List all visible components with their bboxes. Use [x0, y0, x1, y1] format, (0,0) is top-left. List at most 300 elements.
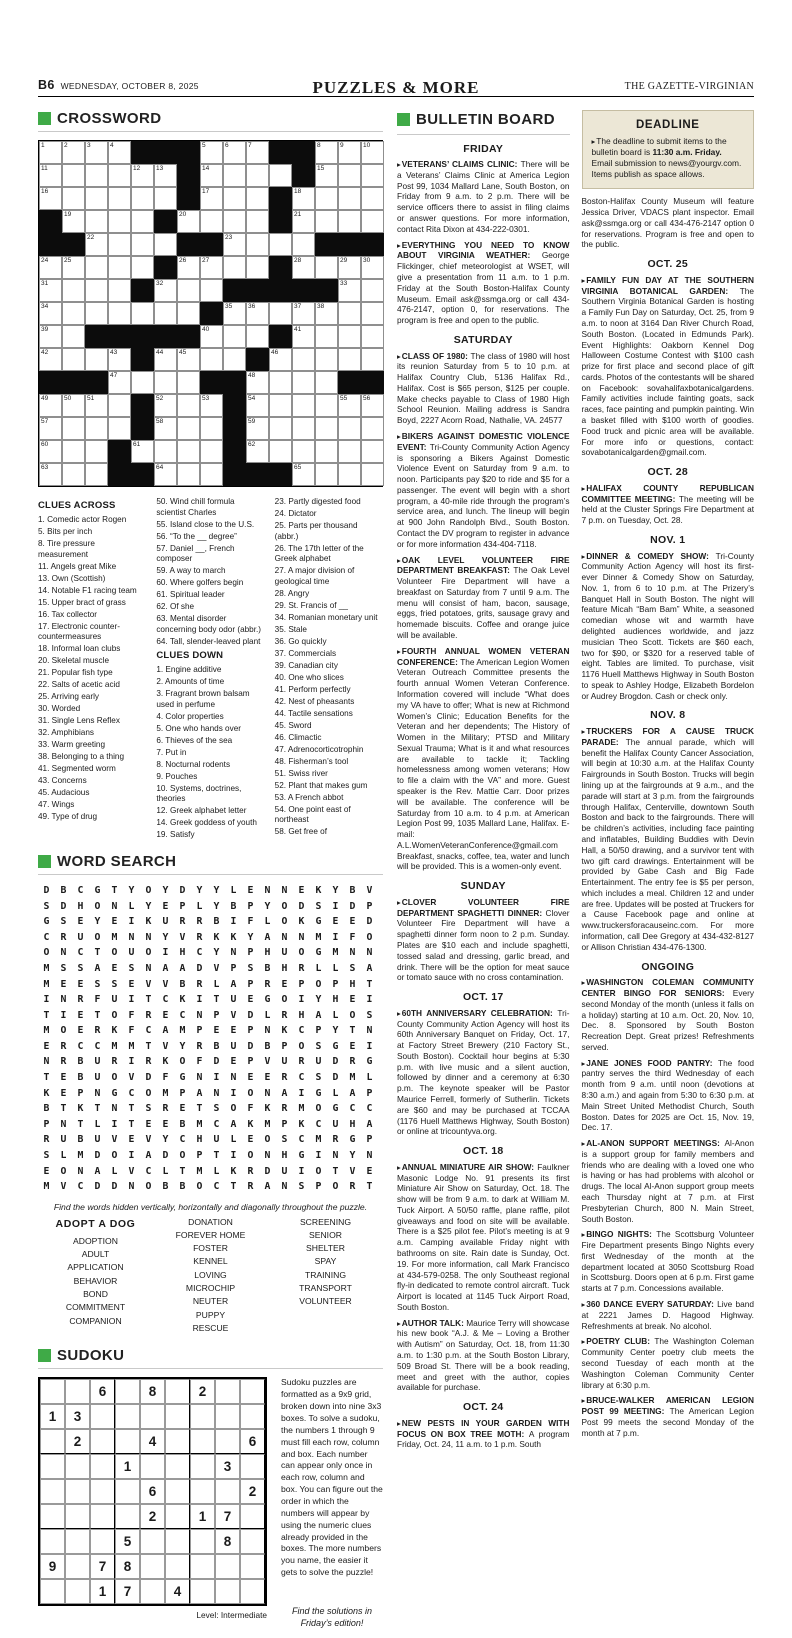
crossword-cell [85, 279, 108, 302]
sudoku-empty-cell [215, 1579, 240, 1604]
crossword-cell-number: 6 [225, 142, 229, 149]
crossword-black-cell [131, 417, 154, 440]
wordsearch-letter: C [128, 1087, 135, 1099]
section-accent-square-icon [38, 1349, 51, 1362]
wordsearch-letter: P [247, 900, 254, 912]
crossword-cell [85, 187, 108, 210]
clue: 30. Worded [38, 704, 81, 714]
wordsearch-letter: M [196, 1165, 203, 1177]
sudoku-empty-cell [40, 1454, 65, 1479]
crossword-cell [315, 141, 338, 164]
crossword-cell-number: 5 [202, 142, 206, 149]
wordsearch-letter: E [77, 1009, 84, 1021]
crossword-cell [85, 417, 108, 440]
crossword-cell [154, 440, 177, 463]
wordsearch-letter: O [366, 931, 373, 943]
crossword-cell [85, 141, 108, 164]
bulletin-item: ▸WASHINGTON COLEMAN COMMUNITY CENTER BINGO FOR SENIORS: Every second Monday of the month (unless it falls on a holiday) starting at 10 a.m. Oct. 20, Nov. 10, Dec. 8. Sponsored by South Boston Recreation Dept. Great prizes! Refreshments served. [581, 977, 754, 1052]
wordsearch-letter: P [196, 1025, 203, 1037]
wordsearch-letter: I [230, 1087, 237, 1099]
wordsearch-letter: E [179, 1103, 186, 1115]
crossword-cell [177, 394, 200, 417]
wordsearch-letter: U [332, 1118, 339, 1130]
crossword-cell [315, 371, 338, 394]
word-list-item: RESCUE [192, 1323, 229, 1334]
wordsearch-letter: Y [213, 947, 220, 959]
wordsearch-letter: U [315, 1056, 322, 1068]
wordsearch-letter: N [128, 1181, 135, 1193]
wordsearch-letter: S [349, 962, 356, 974]
wordsearch-letter: R [298, 1056, 305, 1068]
wordsearch-letter: P [247, 1056, 254, 1068]
wordsearch-letter: N [281, 884, 288, 896]
wordsearch-letter: L [230, 884, 237, 896]
wordsearch-letter: P [43, 1118, 50, 1130]
wordsearch-letter: D [162, 1150, 169, 1162]
word-search-theme-title: ADOPT A DOG [55, 1217, 136, 1230]
bulletin-item: ▸BINGO NIGHTS: The Scottsburg Volunteer Fire Department presents Bingo Nights every first Wednesday of the month at the department located at 3050 Scottsburg Road in Scottsburg. Doors open at 6 p.m. First game starts at 7 p.m. Concessions available. [581, 1229, 754, 1294]
wordsearch-letter: F [349, 931, 356, 943]
wordsearch-letter: D [43, 884, 50, 896]
wordsearch-letter: B [230, 900, 237, 912]
wordsearch-letter: R [349, 1181, 356, 1193]
word-list-item: TRAINING [304, 1269, 347, 1280]
crossword-black-cell [269, 210, 292, 233]
wordsearch-letter: V [230, 1009, 237, 1021]
crossword-cell [62, 279, 85, 302]
crossword-cell [338, 279, 361, 302]
clue: 47. Wings [38, 800, 75, 810]
wordsearch-letter: Y [349, 1150, 356, 1162]
crossword-cell [246, 371, 269, 394]
clue: 43. Concerns [38, 776, 87, 786]
crossword-cell [361, 394, 384, 417]
wordsearch-letter: O [111, 1150, 118, 1162]
crossword-cell [62, 417, 85, 440]
clue: 59. A way to march [156, 566, 226, 575]
crossword-cell [315, 325, 338, 348]
crossword-black-cell [85, 325, 108, 348]
sudoku-given-cell: 2 [65, 1429, 90, 1454]
bullet-arrow-icon: ▸ [397, 555, 401, 565]
crossword-cell [361, 164, 384, 187]
bulletin-section-heading: OCT. 28 [647, 466, 689, 479]
wordsearch-letter: E [349, 916, 356, 928]
wordsearch-letter: O [145, 884, 152, 896]
sudoku-body [38, 1377, 383, 1629]
wordsearch-letter: G [332, 1103, 339, 1115]
crossword-cell [200, 463, 223, 486]
wordsearch-letter: C [94, 1040, 101, 1052]
sudoku-empty-cell [240, 1529, 265, 1554]
crossword-black-cell [62, 371, 85, 394]
wordsearch-letter: S [281, 1134, 288, 1146]
crossword-cell-number: 47 [110, 372, 118, 379]
crossword-cell [269, 440, 292, 463]
publication-name: THE GAZETTE-VIRGINIAN [624, 81, 754, 92]
wordsearch-letter: T [366, 1181, 373, 1193]
wordsearch-letter: D [247, 1009, 254, 1021]
wordsearch-letter: A [162, 962, 169, 974]
crossword-cell [39, 141, 62, 164]
crossword-black-cell [223, 440, 246, 463]
wordsearch-letter: E [77, 978, 84, 990]
sudoku-empty-cell [65, 1554, 90, 1579]
clue: 36. Go quickly [274, 636, 327, 646]
crossword-black-cell [154, 325, 177, 348]
page-number: B6 [38, 78, 55, 92]
wordsearch-letter: T [94, 1103, 101, 1115]
clue: 31. Single Lens Reflex [38, 716, 120, 726]
sudoku-instructions-block [281, 1377, 383, 1629]
wordsearch-letter: C [298, 1025, 305, 1037]
wordsearch-letter: O [315, 978, 322, 990]
wordsearch-letter: E [281, 978, 288, 990]
wordsearch-letter: K [264, 1103, 271, 1115]
sudoku-empty-cell [140, 1579, 165, 1604]
crossword-cell [292, 463, 315, 486]
sudoku-given-cell: 2 [190, 1379, 215, 1404]
wordsearch-letter: S [315, 1072, 322, 1084]
clue: 23. Partly digested food [274, 497, 361, 506]
crossword-cell-number: 57 [41, 418, 49, 425]
wordsearch-letter: T [94, 1009, 101, 1021]
clue: 41. Segmented worm [38, 764, 116, 774]
wordsearch-letter: P [366, 900, 373, 912]
word-list-item: FOSTER [193, 1243, 228, 1254]
crossword-cell [338, 256, 361, 279]
wordsearch-letter: B [213, 916, 220, 928]
clue: 64. Tall, slender-leaved plant [156, 636, 261, 646]
wordsearch-letter: M [315, 931, 322, 943]
wordsearch-letter: O [230, 1103, 237, 1115]
crossword-cell-number: 65 [294, 464, 302, 471]
bullet-arrow-icon: ▸ [397, 1318, 401, 1328]
wordsearch-letter: N [60, 1118, 67, 1130]
crossword-cell-number: 10 [363, 142, 371, 149]
clue: 58. Get free of [274, 827, 327, 836]
wordsearch-letter: N [196, 1072, 203, 1084]
sudoku-empty-cell [165, 1479, 190, 1504]
crossword-cell [223, 256, 246, 279]
wordsearch-letter: V [179, 931, 186, 943]
crossword-cell [62, 348, 85, 371]
crossword-cell [361, 210, 384, 233]
wordsearch-letter: U [60, 1134, 67, 1146]
crossword-cell [177, 256, 200, 279]
sudoku-empty-cell [240, 1404, 265, 1429]
wordsearch-letter: S [43, 900, 50, 912]
sudoku-empty-cell [165, 1529, 190, 1554]
bulletin-item-title: FOURTH ANNUAL WOMEN VETERAN CONFERENCE: [397, 645, 570, 667]
wordsearch-letter: Y [213, 900, 220, 912]
crossword-cell-number: 26 [179, 257, 187, 264]
crossword-cell-number: 13 [156, 165, 164, 172]
bullet-arrow-icon: ▸ [397, 240, 401, 250]
clue: 22. Salts of acetic acid [38, 680, 120, 690]
crossword-cell [200, 187, 223, 210]
word-list-item: SHELTER [306, 1243, 345, 1254]
crossword-black-cell [338, 371, 361, 394]
wordsearch-letter: N [128, 931, 135, 943]
crossword-cell-number: 15 [317, 165, 325, 172]
crossword-cell [338, 417, 361, 440]
clue: 50. Wind chill formula scientist Charles [156, 497, 235, 517]
crossword-cell [338, 440, 361, 463]
wordsearch-letter: B [43, 1103, 50, 1115]
clue: 26. The 17th letter of the Greek alphabet [274, 543, 364, 563]
wordsearch-letter: T [60, 1103, 67, 1115]
wordsearch-letter: K [281, 1025, 288, 1037]
wordsearch-letter: U [281, 1165, 288, 1177]
crossword-cell [39, 348, 62, 371]
wordsearch-letter: E [60, 978, 67, 990]
wordsearch-letter: F [162, 1072, 169, 1084]
crossword-cell-number: 2 [64, 142, 68, 149]
bullet-arrow-icon: ▸ [581, 1337, 586, 1347]
wordsearch-letter: N [281, 931, 288, 943]
sudoku-given-cell: 7 [215, 1504, 240, 1529]
bulletin-section-heading: OCT. 18 [462, 1145, 504, 1158]
clue: 5. Bits per inch [38, 527, 93, 537]
sudoku-empty-cell [215, 1479, 240, 1504]
crossword-cell-number: 49 [41, 395, 49, 402]
bullet-arrow-icon: ▸ [581, 1396, 586, 1406]
wordsearch-letter: V [213, 962, 220, 974]
page-content [38, 110, 754, 1630]
wordsearch-letter: C [196, 947, 203, 959]
crossword-black-cell [131, 348, 154, 371]
sudoku-empty-cell [190, 1554, 215, 1579]
wordsearch-letter: M [264, 1118, 271, 1130]
sudoku-empty-cell [215, 1554, 240, 1579]
wordsearch-letter: H [281, 962, 288, 974]
wordsearch-letter: E [230, 1056, 237, 1068]
crossword-cell [85, 348, 108, 371]
crossword-cell [269, 371, 292, 394]
clue: 20. Skeletal muscle [38, 656, 109, 666]
crossword-cell-number: 45 [179, 349, 187, 356]
wordsearch-letter: R [60, 1040, 67, 1052]
clue: 45. Sword [274, 720, 312, 730]
bulletin-item-title: ANNUAL MINIATURE AIR SHOW: [401, 1161, 538, 1172]
sudoku-empty-cell [190, 1579, 215, 1604]
wordsearch-letter: D [145, 1072, 152, 1084]
bullet-arrow-icon: ▸ [397, 1418, 401, 1428]
wordsearch-letter: K [247, 1118, 254, 1130]
wordsearch-letter: E [60, 1072, 67, 1084]
crossword-cell [223, 325, 246, 348]
wordsearch-letter: C [298, 1134, 305, 1146]
wordsearch-letter: E [247, 1134, 254, 1146]
sudoku-empty-cell [40, 1504, 65, 1529]
crossword-cell [108, 210, 131, 233]
crossword-black-cell [246, 463, 269, 486]
crossword-cell [39, 325, 62, 348]
crossword-cell [361, 141, 384, 164]
clue: 25. Arriving early [38, 692, 99, 702]
wordsearch-letter: A [281, 1087, 288, 1099]
wordsearch-letter: H [196, 1134, 203, 1146]
wordsearch-letter: L [196, 900, 203, 912]
wordsearch-letter: M [77, 1150, 84, 1162]
wordsearch-letter: I [60, 1009, 67, 1021]
sudoku-given-cell: 5 [115, 1529, 140, 1554]
crossword-cell-number: 3 [87, 142, 91, 149]
sudoku-empty-cell [40, 1429, 65, 1454]
crossword-black-cell [269, 463, 292, 486]
crossword-cell [200, 348, 223, 371]
wordsearch-letter: F [128, 1025, 135, 1037]
crossword-cell [315, 256, 338, 279]
bulletin-item-title: POETRY CLUB: [586, 1336, 655, 1347]
crossword-grid [38, 140, 383, 487]
clue: 16. Tax collector [38, 609, 98, 619]
wordsearch-letter: D [332, 1072, 339, 1084]
word-list-item: BOND [83, 1289, 108, 1300]
wordsearch-letter: V [264, 1056, 271, 1068]
sudoku-given-cell: 1 [190, 1504, 215, 1529]
wordsearch-letter: D [332, 1056, 339, 1068]
wordsearch-letter: Y [128, 884, 135, 896]
clue: 56. “To the __ degree” [156, 531, 237, 541]
sudoku-empty-cell [190, 1454, 215, 1479]
crossword-cell-number: 34 [41, 303, 49, 310]
wordsearch-letter: Y [162, 884, 169, 896]
wordsearch-letter: D [366, 916, 373, 928]
wordsearch-letter: L [128, 900, 135, 912]
clue: 19. Satisfy [156, 830, 195, 840]
clue: 4. Color properties [156, 711, 224, 721]
wordsearch-letter: U [213, 1134, 220, 1146]
wordsearch-letter: L [332, 1009, 339, 1021]
crossword-black-cell [269, 325, 292, 348]
bulletin-board-title: BULLETIN BOARD [416, 111, 555, 128]
wordsearch-letter: C [43, 931, 50, 943]
wordsearch-letter: N [196, 1009, 203, 1021]
clue: 11. Angels great Mike [38, 561, 117, 571]
crossword-cell [177, 279, 200, 302]
crossword-cell-number: 40 [202, 326, 210, 333]
wordsearch-letter: B [162, 1181, 169, 1193]
wordsearch-letter: L [366, 1072, 373, 1084]
sudoku-title: SUDOKU [57, 1347, 125, 1365]
clue: 63. Mental disorder concerning body odor (abbr.) [156, 614, 262, 634]
crossword-cell [108, 233, 131, 256]
bulletin-item-title: OAK LEVEL VOLUNTEER FIRE DEPARTMENT BREAKFAST: [397, 554, 570, 576]
wordsearch-letter: Y [196, 884, 203, 896]
wordsearch-letter: G [94, 884, 101, 896]
word-list-item: COMPANION [69, 1315, 122, 1326]
sudoku-given-cell: 1 [90, 1579, 115, 1604]
wordsearch-letter: C [349, 1103, 356, 1115]
sudoku-empty-cell [65, 1479, 90, 1504]
wordsearch-letter: E [43, 1165, 50, 1177]
crossword-cell [292, 394, 315, 417]
crossword-cell-number: 28 [294, 257, 302, 264]
bulletin-column-1 [397, 110, 570, 1455]
wordsearch-letter: K [43, 1087, 50, 1099]
wordsearch-letter: O [247, 1087, 254, 1099]
wordsearch-letter: L [213, 978, 220, 990]
wordsearch-letter: E [145, 1118, 152, 1130]
crossword-cell [269, 417, 292, 440]
crossword-cell-number: 18 [294, 188, 302, 195]
crossword-black-cell [131, 325, 154, 348]
wordsearch-letter: H [264, 947, 271, 959]
bulletin-board-header [397, 110, 570, 135]
word-list-item: SPAY [314, 1256, 337, 1267]
bulletin-item-title: AL-ANON SUPPORT MEETINGS: [586, 1138, 725, 1149]
crossword-cell [85, 394, 108, 417]
wordsearch-letter: K [298, 916, 305, 928]
crossword-black-cell [292, 141, 315, 164]
wordsearch-letter: E [247, 1072, 254, 1084]
word-search-grid [38, 883, 383, 1195]
sudoku-empty-cell [165, 1454, 190, 1479]
wordsearch-letter: I [213, 1072, 220, 1084]
wordsearch-letter: V [145, 1134, 152, 1146]
wordsearch-letter: E [230, 1025, 237, 1037]
crossword-black-cell [131, 394, 154, 417]
crossword-cell [154, 233, 177, 256]
crossword-cell [62, 256, 85, 279]
wordsearch-letter: N [264, 1087, 271, 1099]
wordsearch-letter: C [298, 1072, 305, 1084]
word-list-item: KENNEL [193, 1256, 228, 1267]
wordsearch-letter: I [128, 1150, 135, 1162]
word-list-item: COMMITMENT [65, 1302, 126, 1313]
crossword-cell [177, 210, 200, 233]
crossword-cell [269, 302, 292, 325]
wordsearch-letter: E [264, 1072, 271, 1084]
wordsearch-letter: T [94, 947, 101, 959]
wordsearch-letter: M [43, 1025, 50, 1037]
wordsearch-letter: R [247, 1165, 254, 1177]
wordsearch-letter: D [264, 1165, 271, 1177]
bulletin-item: ▸FOURTH ANNUAL WOMEN VETERAN CONFERENCE: The American Legion Women Veteran Outreach Committee presents the fourth annual Women Veteran Conference. Information covered will include “What does my VA have to offer; What is new at Richmond Women’s Clinic; Education Benefits for the Veteran and her dependents; The History of Women in the Military; PTSD and Military Sexual Trauma; What is it and what resources are available to tackle it; Tackling homelessness among women veterans; How to file a claim with the VA” and more. Guest speaker is the Rev. Mattie Carr. Door prizes will be available. The conference will be Saturday from 10 a.m. to 4 p.m. at American Legion Post 99, 1035 Mallard Lane, Halifax. E-mail: A.L.WomenVeteranConference@gmail.com Breakfast, snacks, coffee, tea, water and lunch will be provided. This is a women-only event. [397, 645, 570, 872]
crossword-cell-number: 39 [41, 326, 49, 333]
wordsearch-letter: B [179, 1181, 186, 1193]
crossword-cell [200, 417, 223, 440]
word-list-item: DONATION [188, 1216, 233, 1227]
bulletin-item: ▸DINNER & COMEDY SHOW: Tri-County Community Action Agency will host its first-ever Dinner & Comedy Show on Saturday, Nov. 1, from 6 to 10 p.m. at The Prizery’s Banquet Hall in South Boston. The night will feature Micah “Bam Bam” White, a seasoned comedian whose wit and warmth have delighted audiences worldwide, and jazz musician Theo Scott. Tickets are $60 each, two for $90, or $320 for a reserved table of eight. Tables are limited. To purchase, visit 1176 Huell Matthews Highway in South Boston to speak to Ashley Hodge, Elizabeth Bordelon or Audrey Brogdon. Cash or check only. [581, 550, 754, 701]
crossword-black-cell [39, 233, 62, 256]
sudoku-header [38, 1347, 383, 1369]
wordsearch-letter: O [315, 1103, 322, 1115]
wordsearch-letter: O [179, 1150, 186, 1162]
clue: 62. Of she [156, 602, 195, 611]
wordsearch-letter: K [230, 1165, 237, 1177]
wordsearch-letter: G [332, 1040, 339, 1052]
crossword-black-cell [361, 371, 384, 394]
bulletin-item: ▸CLOVER VOLUNTEER FIRE DEPARTMENT SPAGHETTI DINNER: Clover Volunteer Fire Department will have a spaghetti dinner form noon to 2 p.m. Sunday. Plates are $10 each and include spaghetti, tossed salad and dressing, garlic bread, and drink. There will be the option for meat sauce or tomato sauce with no cross contamination. [397, 896, 570, 983]
wordsearch-letter: M [179, 1025, 186, 1037]
crossword-black-cell [177, 164, 200, 187]
crossword-cell [62, 210, 85, 233]
crossword-black-cell [292, 279, 315, 302]
crossword-cell [62, 440, 85, 463]
sudoku-empty-cell [140, 1529, 165, 1554]
wordsearch-letter: A [366, 962, 373, 974]
wordsearch-letter: T [111, 884, 118, 896]
wordsearch-letter: I [332, 900, 339, 912]
deadline-box [582, 110, 755, 189]
wordsearch-letter: A [230, 978, 237, 990]
crossword-cell [315, 348, 338, 371]
wordsearch-letter: T [213, 1150, 220, 1162]
crossword-black-cell [177, 325, 200, 348]
